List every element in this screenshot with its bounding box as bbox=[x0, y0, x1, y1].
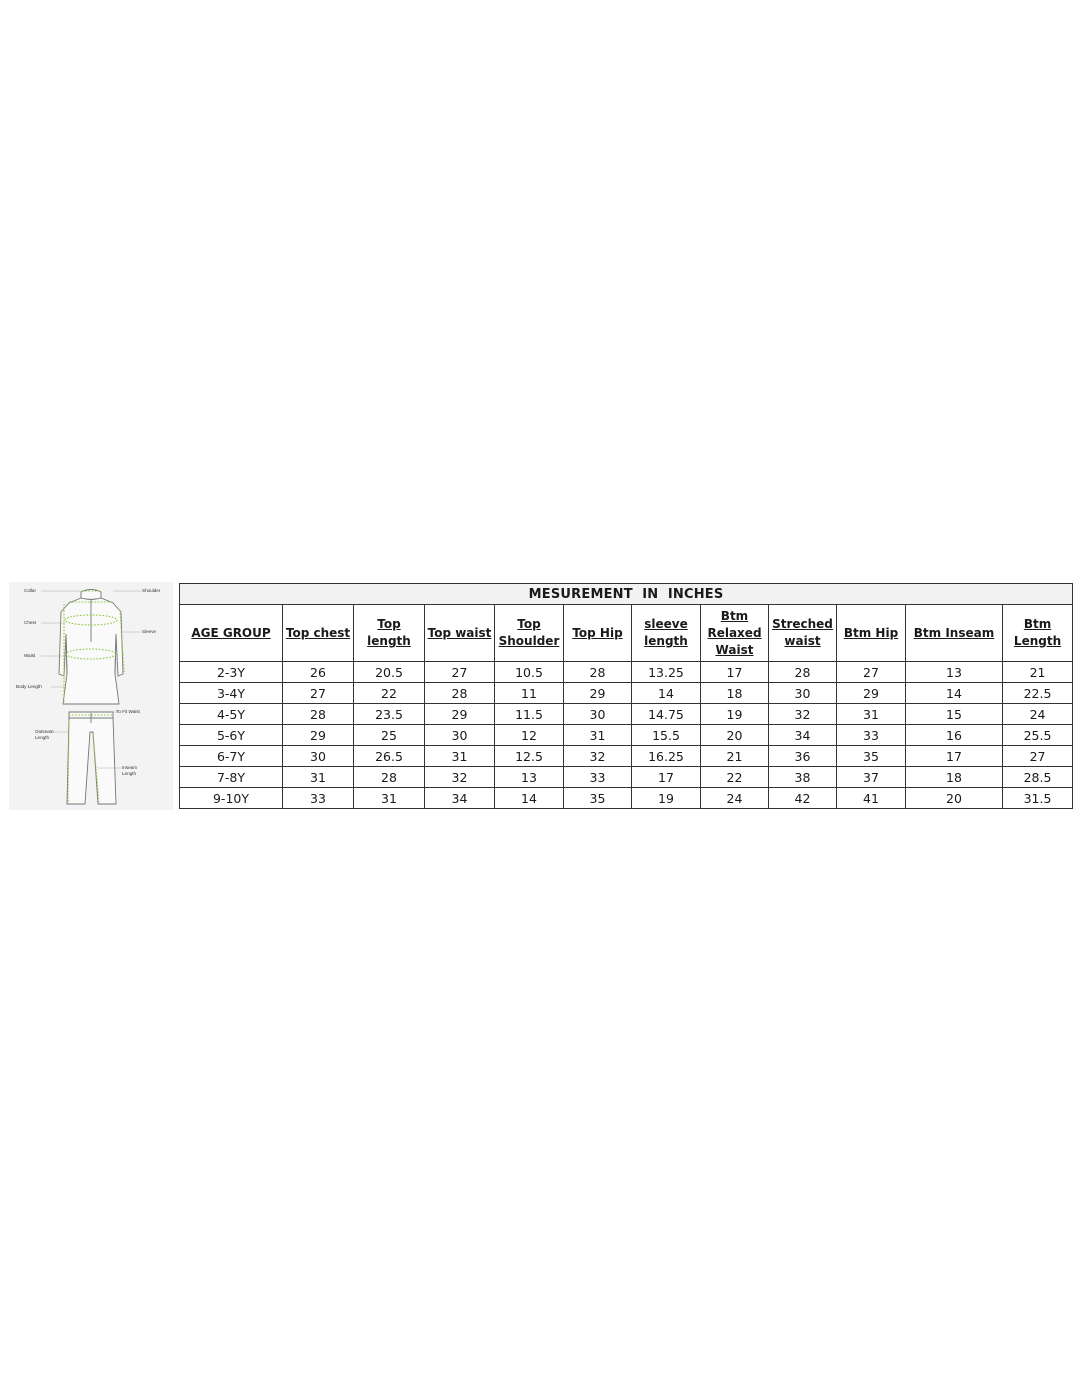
outseam-length-label: Length bbox=[35, 735, 50, 740]
table-title-row bbox=[180, 584, 1073, 605]
measurement-cell: 31.5 bbox=[1003, 788, 1073, 809]
column-header: Top Hip bbox=[564, 605, 632, 662]
measurement-cell: 29 bbox=[837, 683, 906, 704]
column-header: Btm Length bbox=[1003, 605, 1073, 662]
measurement-cell: 33 bbox=[564, 767, 632, 788]
column-header: Top Shoulder bbox=[495, 605, 564, 662]
measurement-cell: 29 bbox=[425, 704, 495, 725]
column-header: Btm Hip bbox=[837, 605, 906, 662]
chest-label: Chest bbox=[24, 620, 37, 625]
measurement-cell: 18 bbox=[906, 767, 1003, 788]
measurement-cell: 12 bbox=[495, 725, 564, 746]
age-group-cell: 9-10Y bbox=[180, 788, 283, 809]
inseam-length-label: Length bbox=[122, 771, 137, 776]
measurement-diagram bbox=[9, 582, 173, 810]
measurement-cell: 15.5 bbox=[632, 725, 701, 746]
measurement-cell: 35 bbox=[564, 788, 632, 809]
measurement-cell: 31 bbox=[564, 725, 632, 746]
measurement-cell: 31 bbox=[354, 788, 425, 809]
measurement-cell: 19 bbox=[632, 788, 701, 809]
measurement-cell: 20.5 bbox=[354, 662, 425, 683]
column-header: Top waist bbox=[425, 605, 495, 662]
measurement-cell: 29 bbox=[564, 683, 632, 704]
age-group-cell: 6-7Y bbox=[180, 746, 283, 767]
measurement-cell: 20 bbox=[701, 725, 769, 746]
measurement-cell: 18 bbox=[701, 683, 769, 704]
kurta-top-outline bbox=[59, 590, 123, 705]
table-title: MESUREMENT IN INCHES bbox=[180, 584, 1073, 605]
measurement-cell: 17 bbox=[632, 767, 701, 788]
measurement-cell: 15 bbox=[906, 704, 1003, 725]
measurement-cell: 28 bbox=[425, 683, 495, 704]
measurement-cell: 34 bbox=[425, 788, 495, 809]
measurement-cell: 17 bbox=[701, 662, 769, 683]
table-row bbox=[180, 704, 1073, 725]
shoulder-label: Shoulder bbox=[142, 588, 161, 593]
measurement-cell: 37 bbox=[837, 767, 906, 788]
measurement-cell: 28 bbox=[354, 767, 425, 788]
measurement-cell: 25.5 bbox=[1003, 725, 1073, 746]
measurement-cell: 24 bbox=[1003, 704, 1073, 725]
measurement-cell: 11 bbox=[495, 683, 564, 704]
measurement-cell: 16.25 bbox=[632, 746, 701, 767]
measurement-cell: 31 bbox=[425, 746, 495, 767]
measurement-cell: 30 bbox=[425, 725, 495, 746]
measurement-cell: 31 bbox=[837, 704, 906, 725]
measurement-cell: 42 bbox=[769, 788, 837, 809]
measurement-cell: 20 bbox=[906, 788, 1003, 809]
measurement-cell: 32 bbox=[425, 767, 495, 788]
measurement-cell: 33 bbox=[837, 725, 906, 746]
table-row bbox=[180, 746, 1073, 767]
size-chart-table bbox=[179, 583, 1073, 809]
measurement-cell: 28.5 bbox=[1003, 767, 1073, 788]
sleeve-label: Sleeve bbox=[142, 629, 157, 634]
table-row bbox=[180, 788, 1073, 809]
measurement-cell: 22 bbox=[701, 767, 769, 788]
measurement-cell: 19 bbox=[701, 704, 769, 725]
measurement-cell: 28 bbox=[283, 704, 354, 725]
measurement-cell: 14 bbox=[495, 788, 564, 809]
measurement-cell: 27 bbox=[283, 683, 354, 704]
measurement-cell: 21 bbox=[701, 746, 769, 767]
measurement-cell: 27 bbox=[1003, 746, 1073, 767]
measurement-cell: 23.5 bbox=[354, 704, 425, 725]
measurement-cell: 30 bbox=[564, 704, 632, 725]
measurement-cell: 13.25 bbox=[632, 662, 701, 683]
column-header: AGE GROUP bbox=[180, 605, 283, 662]
measurement-cell: 26.5 bbox=[354, 746, 425, 767]
measurement-cell: 35 bbox=[837, 746, 906, 767]
measurement-cell: 34 bbox=[769, 725, 837, 746]
measurement-cell: 27 bbox=[837, 662, 906, 683]
measurement-cell: 12.5 bbox=[495, 746, 564, 767]
measurement-cell: 33 bbox=[283, 788, 354, 809]
outseam-label: Outseam bbox=[35, 729, 54, 734]
measurement-cell: 16 bbox=[906, 725, 1003, 746]
table-row bbox=[180, 683, 1073, 704]
measurement-cell: 30 bbox=[769, 683, 837, 704]
measurement-cell: 11.5 bbox=[495, 704, 564, 725]
measurement-cell: 30 bbox=[283, 746, 354, 767]
measurement-cell: 36 bbox=[769, 746, 837, 767]
table-row bbox=[180, 725, 1073, 746]
age-group-cell: 3-4Y bbox=[180, 683, 283, 704]
column-header: Top chest bbox=[283, 605, 354, 662]
measurement-cell: 14 bbox=[906, 683, 1003, 704]
age-group-cell: 4-5Y bbox=[180, 704, 283, 725]
measurement-cell: 25 bbox=[354, 725, 425, 746]
age-group-cell: 5-6Y bbox=[180, 725, 283, 746]
measurement-cell: 28 bbox=[564, 662, 632, 683]
pajama-bottom-outline bbox=[67, 712, 116, 804]
table-header-row bbox=[180, 605, 1073, 662]
measurement-cell: 29 bbox=[283, 725, 354, 746]
age-group-cell: 2-3Y bbox=[180, 662, 283, 683]
column-header: Btm Relaxed Waist bbox=[701, 605, 769, 662]
table-row bbox=[180, 767, 1073, 788]
body-length-label: Body Length bbox=[16, 684, 42, 689]
garment-illustration bbox=[9, 582, 173, 810]
measurement-cell: 24 bbox=[701, 788, 769, 809]
to-fit-waist-label: To Fit Waist bbox=[116, 709, 140, 714]
measurement-cell: 17 bbox=[906, 746, 1003, 767]
collar-label: Collar bbox=[24, 588, 36, 593]
measurement-cell: 14 bbox=[632, 683, 701, 704]
measurement-cell: 27 bbox=[425, 662, 495, 683]
column-header: Streched waist bbox=[769, 605, 837, 662]
measurement-cell: 31 bbox=[283, 767, 354, 788]
table-row bbox=[180, 662, 1073, 683]
column-header: Top length bbox=[354, 605, 425, 662]
measurement-cell: 38 bbox=[769, 767, 837, 788]
measurement-cell: 28 bbox=[769, 662, 837, 683]
measurement-cell: 26 bbox=[283, 662, 354, 683]
table-body bbox=[180, 662, 1073, 809]
measurement-cell: 14.75 bbox=[632, 704, 701, 725]
age-group-cell: 7-8Y bbox=[180, 767, 283, 788]
measurement-cell: 10.5 bbox=[495, 662, 564, 683]
measurement-cell: 41 bbox=[837, 788, 906, 809]
column-header: Btm Inseam bbox=[906, 605, 1003, 662]
inseam-label: Inseam bbox=[122, 765, 138, 770]
waist-label: Waist bbox=[24, 653, 36, 658]
measurement-cell: 32 bbox=[769, 704, 837, 725]
measurement-cell: 22.5 bbox=[1003, 683, 1073, 704]
column-header: sleeve length bbox=[632, 605, 701, 662]
measurement-cell: 13 bbox=[906, 662, 1003, 683]
measurement-cell: 13 bbox=[495, 767, 564, 788]
measurement-cell: 21 bbox=[1003, 662, 1073, 683]
measurement-cell: 32 bbox=[564, 746, 632, 767]
measurement-cell: 22 bbox=[354, 683, 425, 704]
